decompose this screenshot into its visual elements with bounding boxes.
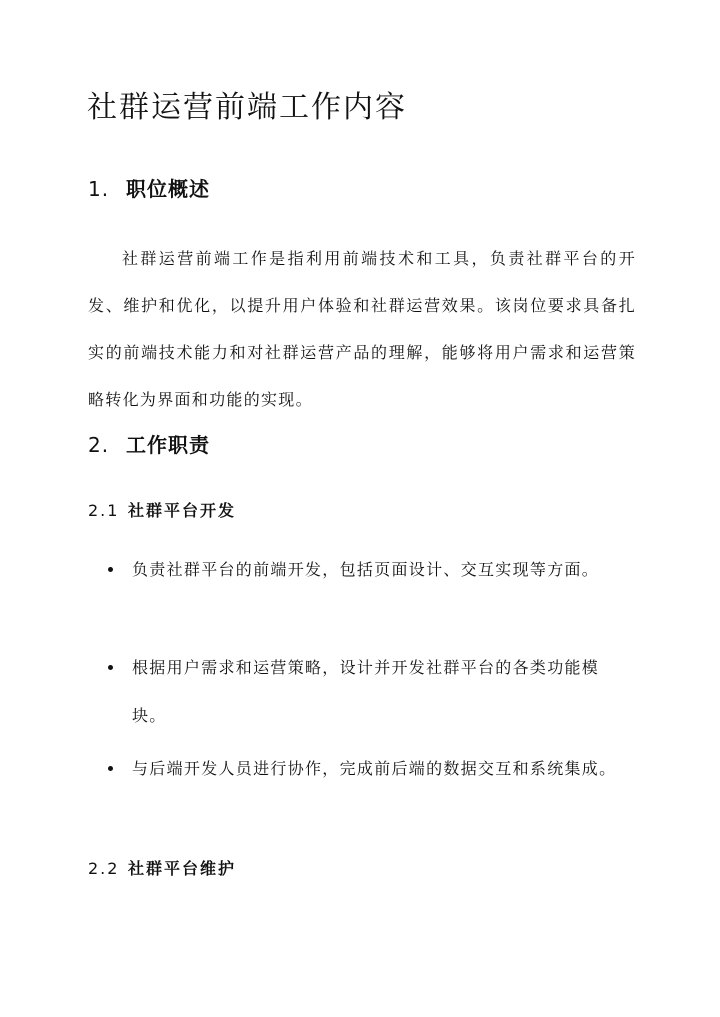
list-item [108, 644, 618, 740]
list-item [108, 546, 618, 594]
section-number: 1. [88, 177, 110, 201]
bullet-dot [108, 665, 113, 670]
list-item-text: 负责社群平台的前端开发，包括页面设计、交互实现等方面。 [132, 560, 600, 579]
bullet-dot [108, 567, 113, 572]
section-title: 工作职责 [126, 433, 210, 457]
subsection-number: 2.2 [88, 859, 120, 878]
subsection-title: 社群平台维护 [128, 859, 237, 878]
subsection-heading-platform-dev [88, 498, 236, 524]
list-item-text: 与后端开发人员进行协作，完成前后端的数据交互和系统集成。 [132, 759, 617, 778]
section-title: 职位概述 [126, 177, 210, 201]
section-number: 2. [88, 433, 110, 457]
section-heading-duties [88, 430, 210, 460]
document-title: 社群运营前端工作内容 [87, 90, 407, 125]
list-item-text: 根据用户需求和运营策略，设计并开发社群平台的各类功能模块。 [132, 658, 600, 725]
bullet-dot [108, 766, 113, 771]
list-item [108, 745, 618, 793]
section-heading-overview [88, 174, 210, 204]
overview-paragraph: 社群运营前端工作是指利用前端技术和工具，负责社群平台的开发、维护和优化，以提升用户体验和社群运营效果。该岗位要求具备扎实的前端技术能力和对社群运营产品的理解，能够将用户需求和运营策略转化为界面和功能的实现。 [88, 249, 636, 409]
subsection-number: 2.1 [88, 501, 120, 520]
subsection-heading-platform-maintenance [88, 856, 236, 882]
subsection-title: 社群平台开发 [128, 501, 237, 520]
